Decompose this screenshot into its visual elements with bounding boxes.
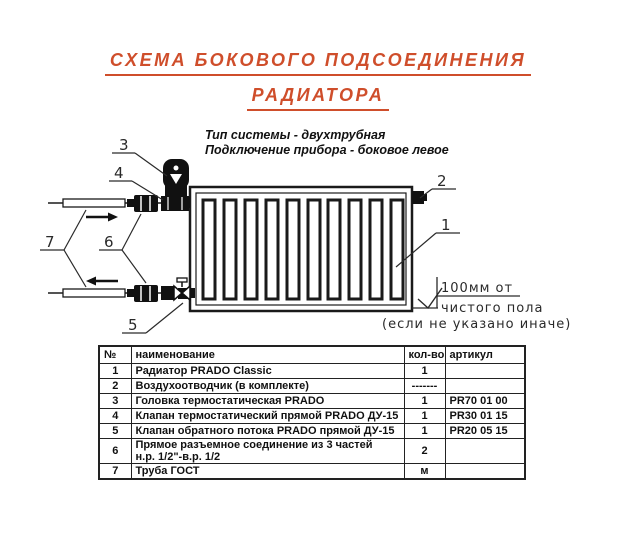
- header-qty: кол-во: [404, 346, 445, 364]
- svg-text:6: 6: [104, 233, 115, 251]
- union-coupling-top: [127, 195, 158, 212]
- row-name: Головка термостатическая PRADO: [131, 394, 404, 409]
- parts-table: [98, 345, 526, 480]
- row-num: 6: [99, 439, 131, 464]
- svg-text:2: 2: [437, 172, 448, 190]
- title-line-2: РАДИАТОРА: [247, 85, 390, 111]
- row-article: [445, 379, 525, 394]
- thermostatic-valve: [158, 196, 189, 211]
- floor-note-line-2: чистого пола: [441, 301, 544, 316]
- row-name: Труба ГОСТ: [131, 464, 404, 480]
- row-qty: 1: [404, 424, 445, 439]
- row-article: [445, 464, 525, 480]
- row-qty: 2: [404, 439, 445, 464]
- title-line-1: СХЕМА БОКОВОГО ПОДСОЕДИНЕНИЯ: [105, 50, 531, 76]
- callout-2: [420, 172, 456, 198]
- row-article: PR70 01 00: [445, 394, 525, 409]
- row-qty: 1: [404, 409, 445, 424]
- row-qty: 1: [404, 364, 445, 379]
- table-row: [99, 409, 525, 424]
- header-num: №: [99, 346, 131, 364]
- row-name: Радиатор PRADO Classic: [131, 364, 404, 379]
- system-type-note: Тип системы - двухтрубная: [205, 128, 386, 142]
- radiator: [190, 187, 412, 311]
- row-article: PR30 01 15: [445, 409, 525, 424]
- pipe-bottom: [48, 289, 134, 297]
- row-num: 5: [99, 424, 131, 439]
- table-row: [99, 464, 525, 480]
- row-name: Воздухоотводчик (в комплекте): [131, 379, 404, 394]
- row-qty: 1: [404, 394, 445, 409]
- callout-6: [99, 214, 146, 283]
- air-vent-plug: [412, 191, 427, 204]
- row-article: [445, 439, 525, 464]
- row-num: 3: [99, 394, 131, 409]
- thermostatic-head: [163, 159, 189, 197]
- row-name: Клапан термостатический прямой PRADO ДУ-15: [131, 409, 404, 424]
- table-row: [99, 364, 525, 379]
- table-row: [99, 394, 525, 409]
- row-name: Клапан обратного потока PRADO прямой ДУ-15: [131, 424, 404, 439]
- table-row: [99, 424, 525, 439]
- svg-text:5: 5: [128, 316, 139, 334]
- row-num: 4: [99, 409, 131, 424]
- union-coupling-bottom: [127, 285, 158, 302]
- callout-4: [109, 164, 163, 200]
- row-num: 7: [99, 464, 131, 480]
- row-qty: м: [404, 464, 445, 480]
- flow-arrow-right: [86, 213, 118, 222]
- row-qty: -------: [404, 379, 445, 394]
- connection-type-note: Подключение прибора - боковое левое: [205, 142, 449, 157]
- row-article: [445, 364, 525, 379]
- row-num: 1: [99, 364, 131, 379]
- header-name: наименование: [131, 346, 404, 364]
- callout-7: [40, 210, 86, 287]
- row-num: 2: [99, 379, 131, 394]
- table-row: [99, 379, 525, 394]
- pipe-top: [48, 199, 134, 207]
- svg-text:1: 1: [441, 216, 452, 234]
- row-name-line-2: н.р. 1/2"-в.р. 1/2: [135, 451, 221, 463]
- row-name-line-1: Прямое разъемное соединение из 3 частей: [135, 439, 373, 451]
- row-name: [131, 439, 404, 464]
- floor-note-line-1: 100мм от: [441, 281, 514, 296]
- table-row: [99, 439, 525, 464]
- svg-text:4: 4: [114, 164, 125, 182]
- flow-arrow-left: [86, 277, 118, 286]
- callout-5: [122, 303, 183, 334]
- floor-note-line-3: (если не указано иначе): [382, 317, 572, 332]
- header-article: артикул: [445, 346, 525, 364]
- svg-text:7: 7: [45, 233, 56, 251]
- row-article: PR20 05 15: [445, 424, 525, 439]
- svg-text:3: 3: [119, 136, 130, 154]
- table-header-row: [99, 346, 525, 364]
